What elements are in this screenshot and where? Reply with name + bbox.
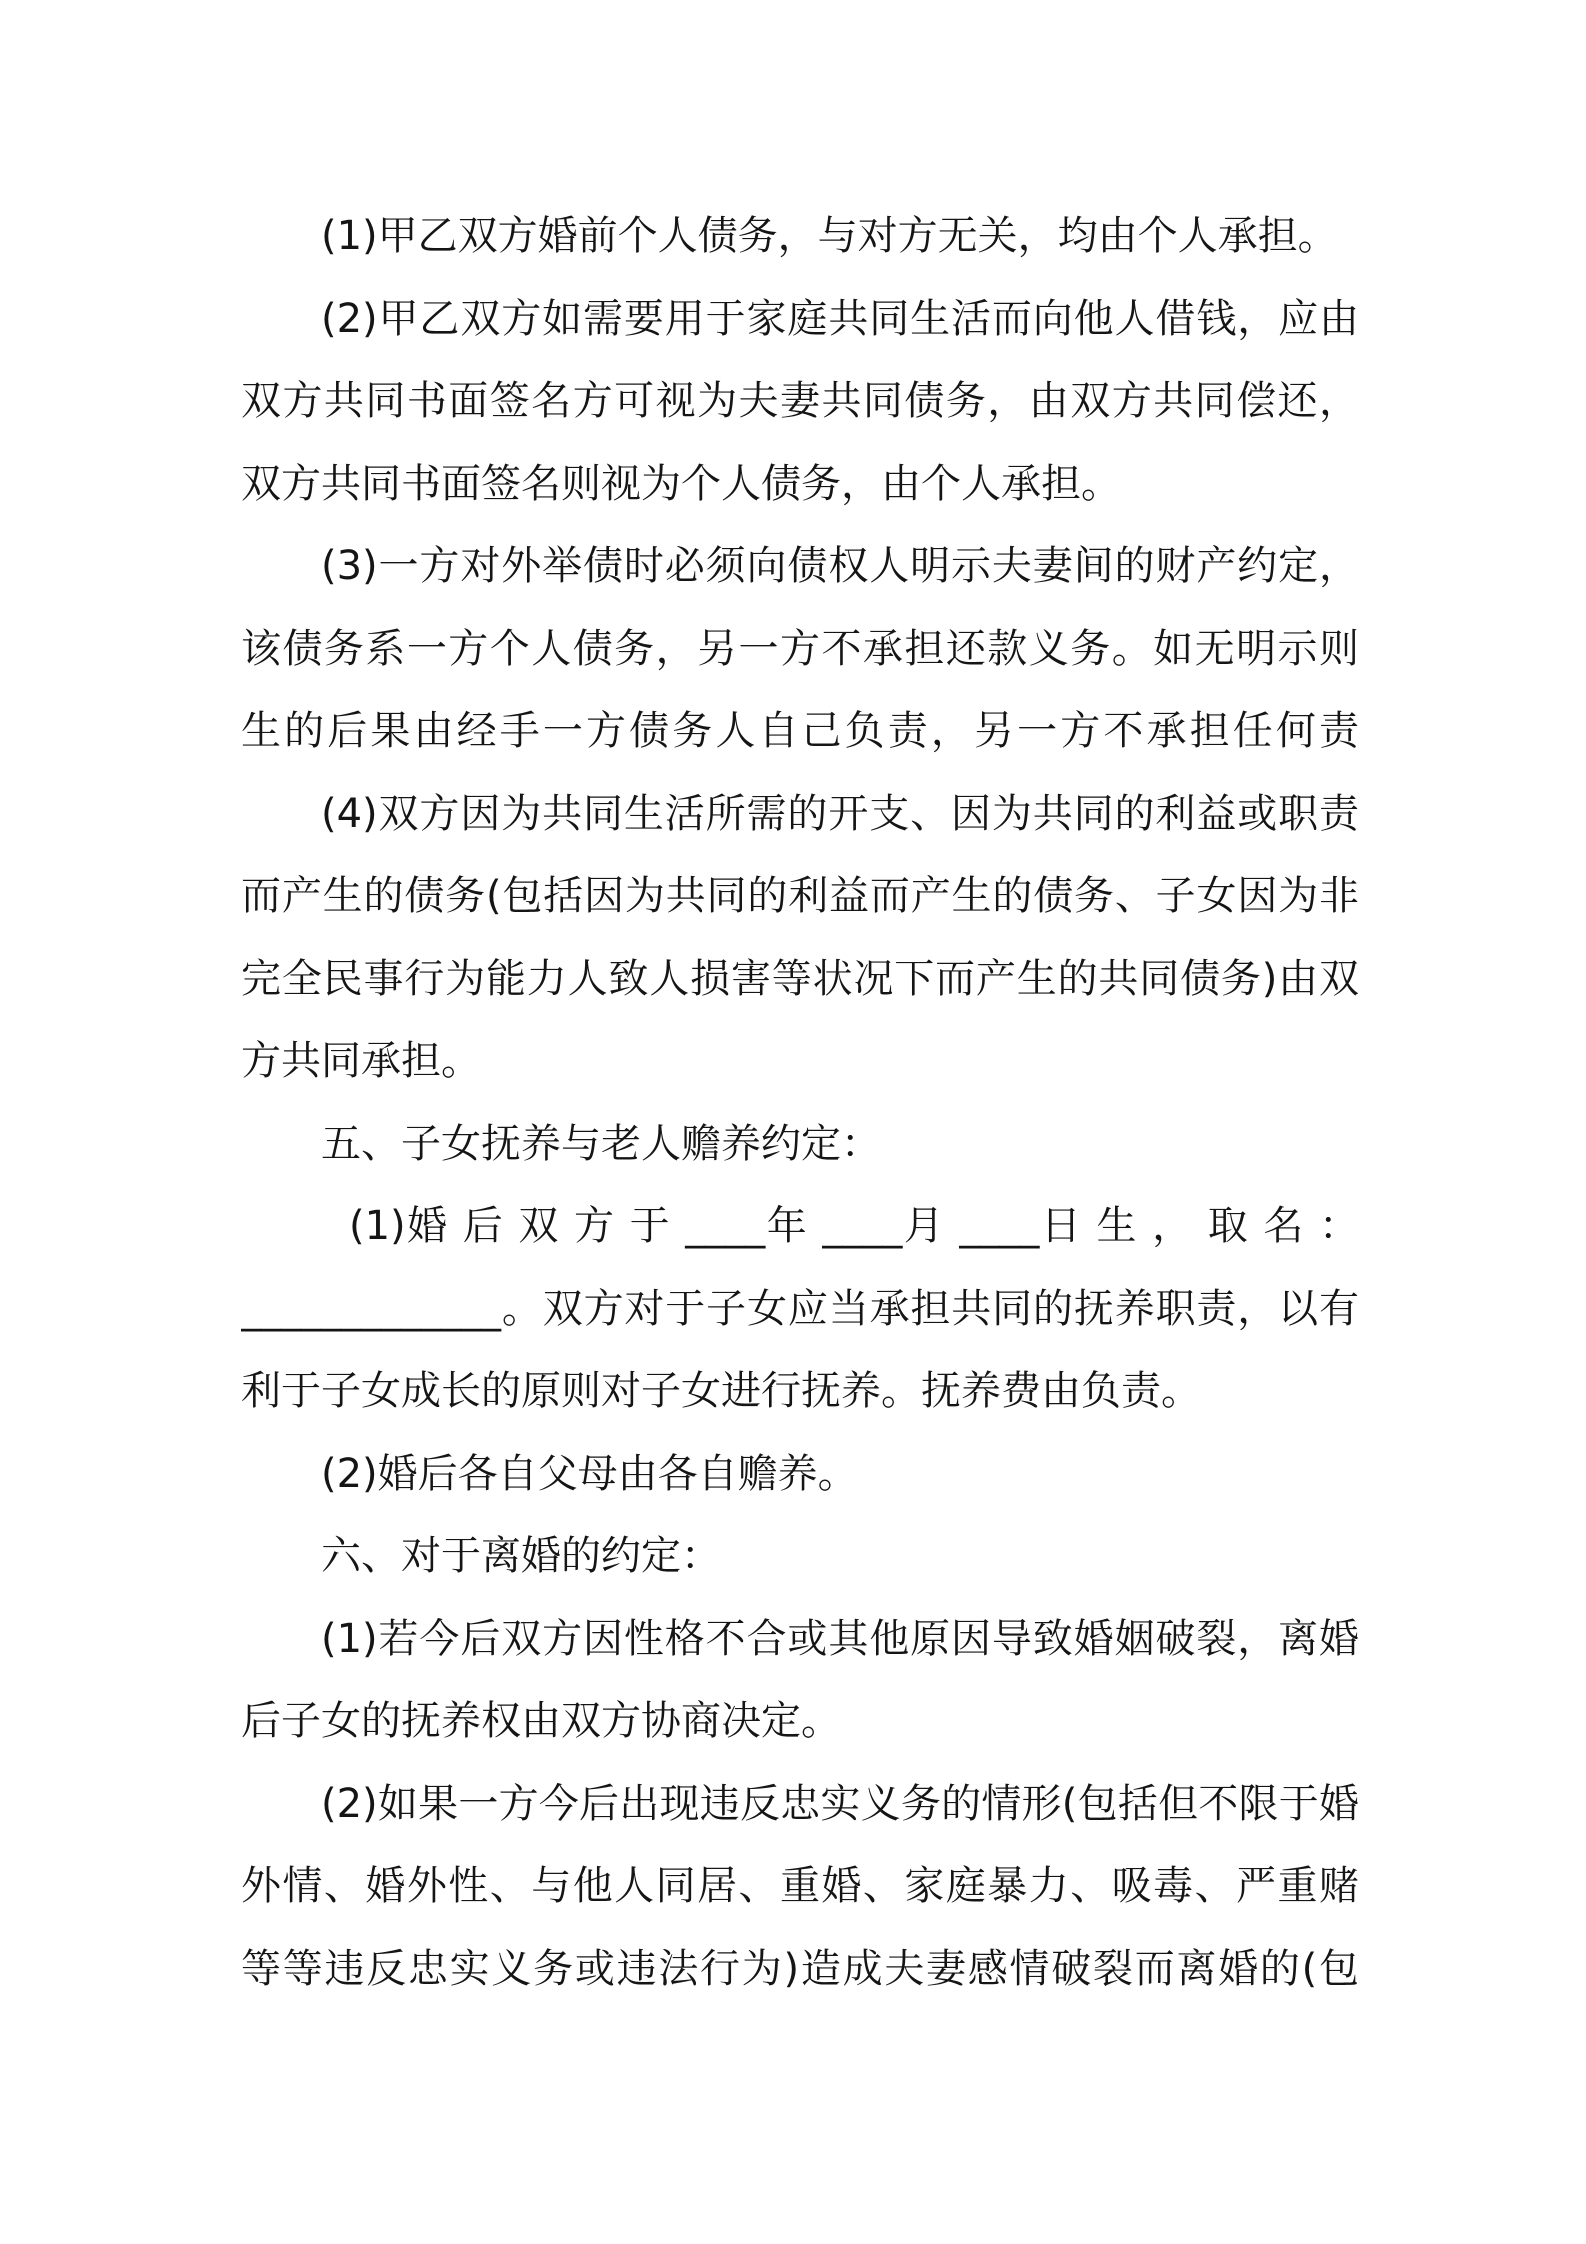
- text-line: 该债务系一方个人债务，另一方不承担还款义务。如无明示则: [241, 625, 1359, 672]
- text-line: (1)甲乙双方婚前个人债务，与对方无关，均由个人承担。: [321, 213, 1338, 259]
- text-line: 后子女的抚养权由双方协商决定。: [241, 1698, 841, 1744]
- text-line: (1)若今后双方因性格不合或其他原因导致婚姻破裂，离婚: [321, 1615, 1359, 1662]
- text-line: 生的后果由经手一方债务人自己负责，另一方不承担任何责: [241, 708, 1359, 754]
- text-line: 双方共同书面签名方可视为夫妻共同债务，由双方共同偿还，: [241, 378, 1359, 424]
- text-line: (2)甲乙双方如需要用于家庭共同生活而向他人借钱，应由: [321, 295, 1359, 342]
- text-line: (2)如果一方今后出现违反忠实义务的情形(包括但不限于婚: [321, 1780, 1359, 1827]
- text-line: 而产生的债务(包括因为共同的利益而产生的债务、子女因为非: [241, 873, 1359, 919]
- section-heading: 五、子女抚养与老人赡养约定：: [321, 1120, 881, 1167]
- section-heading: 六、对于离婚的约定：: [321, 1533, 721, 1579]
- text-line: 利于子女成长的原则对子女进行抚养。抚养费由负责。: [241, 1368, 1201, 1414]
- text-line: (4)双方因为共同生活所需的开支、因为共同的利益或职责: [321, 790, 1359, 837]
- text-line: (3)一方对外举债时必须向债权人明示夫妻间的财产约定，: [321, 543, 1359, 589]
- text-line: (2)婚后各自父母由各自赡养。: [321, 1450, 858, 1497]
- text-line: 方共同承担。: [241, 1038, 481, 1084]
- text-line: 完全民事行为能力人致人损害等状况下而产生的共同债务)由双: [241, 955, 1359, 1002]
- document-body: [241, 195, 1359, 2010]
- text-line: 外情、婚外性、与他人同居、重婚、家庭暴力、吸毒、严重赌: [241, 1863, 1359, 1909]
- text-line: 双方共同书面签名则视为个人债务，由个人承担。: [241, 460, 1121, 507]
- text-line: _____________。双方对于子女应当承担共同的抚养职责，以有: [241, 1285, 1359, 1332]
- text-line: 等等违反忠实义务或违法行为)造成夫妻感情破裂而离婚的(包: [241, 1945, 1359, 1992]
- text-line: (1)婚 后 双 方 于 ____年 ____月 ____日 生 ， 取 名 ：: [349, 1203, 1359, 1249]
